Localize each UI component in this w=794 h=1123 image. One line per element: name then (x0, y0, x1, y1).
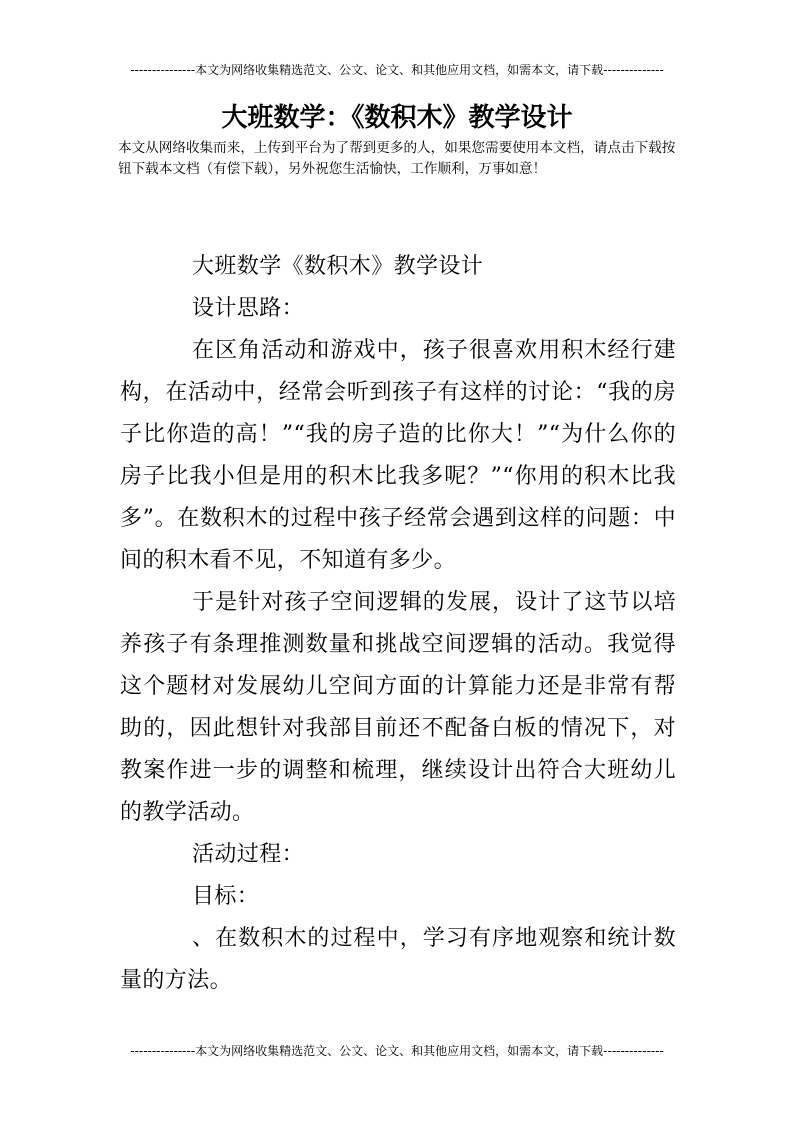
document-title: 大班数学：《数积木》教学设计 (221, 103, 573, 133)
body-paragraph: 在区角活动和游戏中，孩子很喜欢用积木经行建构，在活动中，经常会听到孩子有这样的讨论：“我的房子比你造的高！”“我的房子造的比你大！”“为什么你的房子比我小但是用的积木比我多呢？”“你用的积木比我多”。在数积木的过程中孩子经常会遇到这样的问题：中间的积木看不见，不知道有多少。 (120, 338, 676, 573)
body-heading: 大班数学《数积木》教学设计 (192, 254, 484, 279)
goal-item: 、在数积木的过程中，学习有序地观察和统计数量的方法。 (120, 926, 676, 993)
header-banner: ---------------本文为网络收集精选范文、公文、论文、和其他应用文档，如需本文，请下载-------------- (130, 63, 664, 77)
footer-banner: ---------------本文为网络收集精选范文、公文、论文、和其他应用文档，如需本文，请下载-------------- (130, 1044, 664, 1058)
section-heading-design-idea: 设计思路： (192, 296, 305, 321)
document-body (120, 246, 676, 1002)
disclaimer-text: 本文从网络收集而来，上传到平台为了帮到更多的人，如果您需要使用本文档，请点击下载按钮下载本文档（有偿下载），另外祝您生活愉快，工作顺利，万事如意！ (118, 140, 676, 177)
body-paragraph: 于是针对孩子空间逻辑的发展，设计了这节以培养孩子有条理推测数量和挑战空间逻辑的活动。我觉得这个题材对发展幼儿空间方面的计算能力还是非常有帮助的，因此想针对我部目前还不配备白板的情况下，对教案作进一步的调整和梳理，继续设计出符合大班幼儿的教学活动。 (120, 590, 676, 825)
section-heading-goals: 目标： (192, 884, 260, 909)
section-heading-activity-process: 活动过程： (192, 842, 305, 867)
